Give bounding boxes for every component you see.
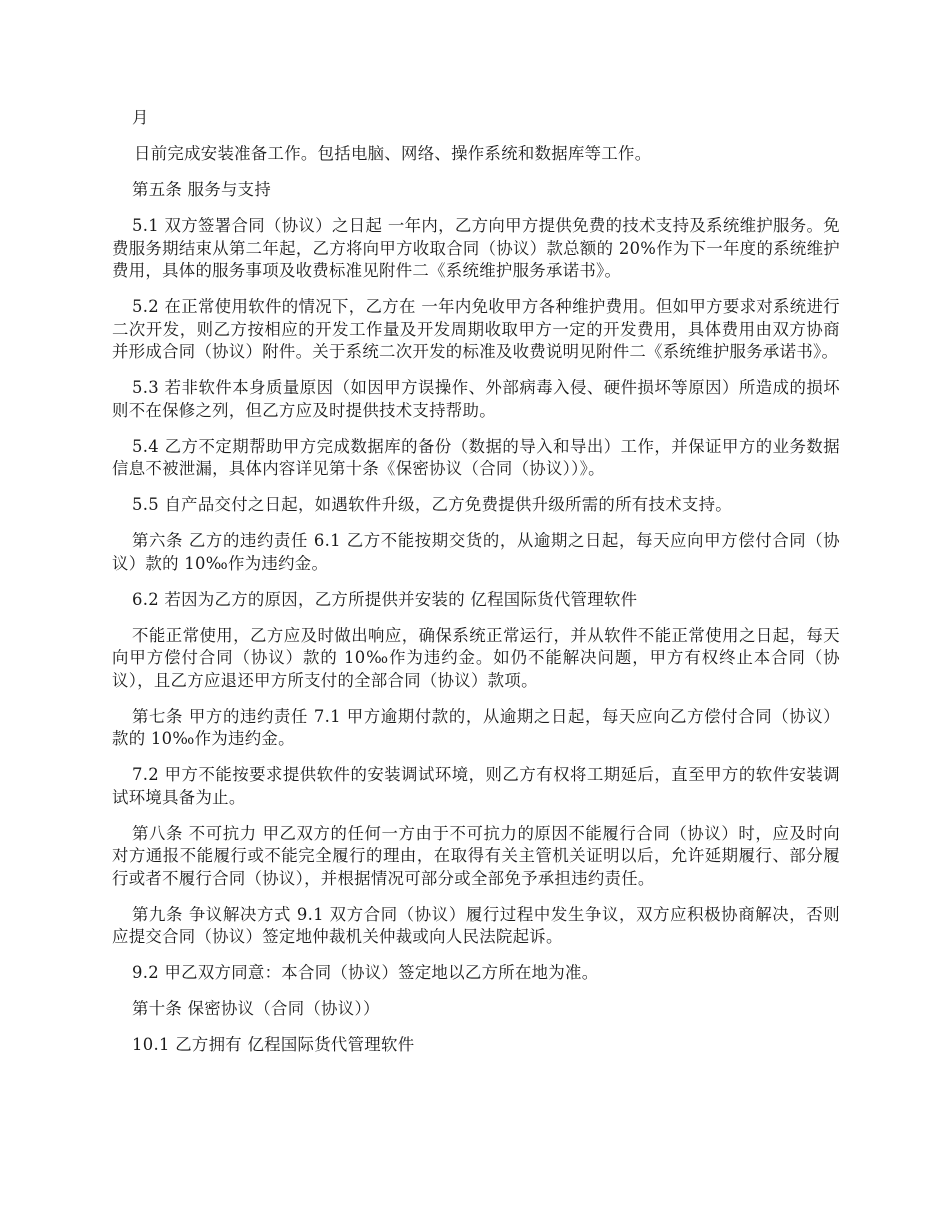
clause-5-5: 5.5 自产品交付之日起，如遇软件升级，乙方免费提供升级所需的所有技术支持。 — [132, 495, 732, 514]
clause-5-4: 5.4 乙方不定期帮助甲方完成数据库的备份（数据的导入和导出）工作，并保证甲方的业务数据信息不被泄漏，具体内容详见第十条《保密协议（合同（协议））》。 — [112, 436, 840, 478]
clause-7-2: 7.2 甲方不能按要求提供软件的安装调试环境，则乙方有权将工期延后，直至甲方的软件安装调试环境具备为止。 — [112, 765, 840, 807]
paragraph-month: 月 — [132, 108, 149, 127]
clause-9-2: 9.2 甲乙双方同意：本合同（协议）签定地以乙方所在地为准。 — [132, 963, 599, 982]
clause-6-2-continued: 不能正常使用，乙方应及时做出响应，确保系统正常运行，并从软件不能正常使用之日起，每天向甲方偿付合同（协议）款的 10‰作为违约金。如仍不能解决问题，甲方有权终止本合同（协议），且乙方应退还甲方所支付的全部合同（协议）款项。 — [112, 625, 840, 690]
clause-6-2: 6.2 若因为乙方的原因，乙方所提供并安装的 亿程国际货代管理软件 — [132, 589, 638, 609]
article-9-clause-9-1: 第九条 争议解决方式 9.1 双方合同（协议）履行过程中发生争议，双方应积极协商解决，否则应提交合同（协议）签定地仲裁机关仲裁或向人民法院起诉。 — [112, 904, 840, 946]
article-8-force-majeure: 第八条 不可抗力 甲乙双方的任何一方由于不可抗力的原因不能履行合同（协议）时，应及时向对方通报不能履行或不能完全履行的理由，在取得有关主管机关证明以后，允许延期履行、部分履行或者不履行合同（协议），并根据情况可部分或全部免予承担违约责任。 — [112, 823, 840, 888]
article-7-clause-7-1: 第七条 甲方的违约责任 7.1 甲方逾期付款的，从逾期之日起，每天应向乙方偿付合同（协议）款的 10‰作为违约金。 — [112, 706, 840, 748]
article-6-clause-6-1: 第六条 乙方的违约责任 6.1 乙方不能按期交货的，从逾期之日起，每天应向甲方偿付合同（协议）款的 10‰作为违约金。 — [112, 531, 840, 573]
article-10-heading: 第十条 保密协议（合同（协议）） — [132, 999, 380, 1018]
paragraph-install-prep: 日前完成安装准备工作。包括电脑、网络、操作系统和数据库等工作。 — [134, 144, 652, 163]
clause-5-2: 5.2 在正常使用软件的情况下，乙方在 一年内免收甲方各种维护费用。但如甲方要求对系统进行二次开发，则乙方按相应的开发工作量及开发周期收取甲方一定的开发费用，具体费用由双方协商并形成合同（协议）附件。关于系统二次开发的标准及收费说明见附件二《系统维护服务承诺书》。 — [112, 297, 840, 361]
article-5-heading: 第五条 服务与支持 — [132, 180, 272, 199]
clause-5-1: 5.1 双方签署合同（协议）之日起 一年内，乙方向甲方提供免费的技术支持及系统维护服务。免费服务期结束从第二年起，乙方将向甲方收取合同（协议）款总额的 20%作为下一年度的系统维护费用，具体的服务事项及收费标准见附件二《系统维护服务承诺书》。 — [112, 216, 840, 280]
clause-10-1: 10.1 乙方拥有 亿程国际货代管理软件 — [132, 1035, 415, 1054]
clause-5-3: 5.3 若非软件本身质量原因（如因甲方误操作、外部病毒入侵、硬件损坏等原因）所造成的损坏则不在保修之列，但乙方应及时提供技术支持帮助。 — [112, 378, 840, 420]
